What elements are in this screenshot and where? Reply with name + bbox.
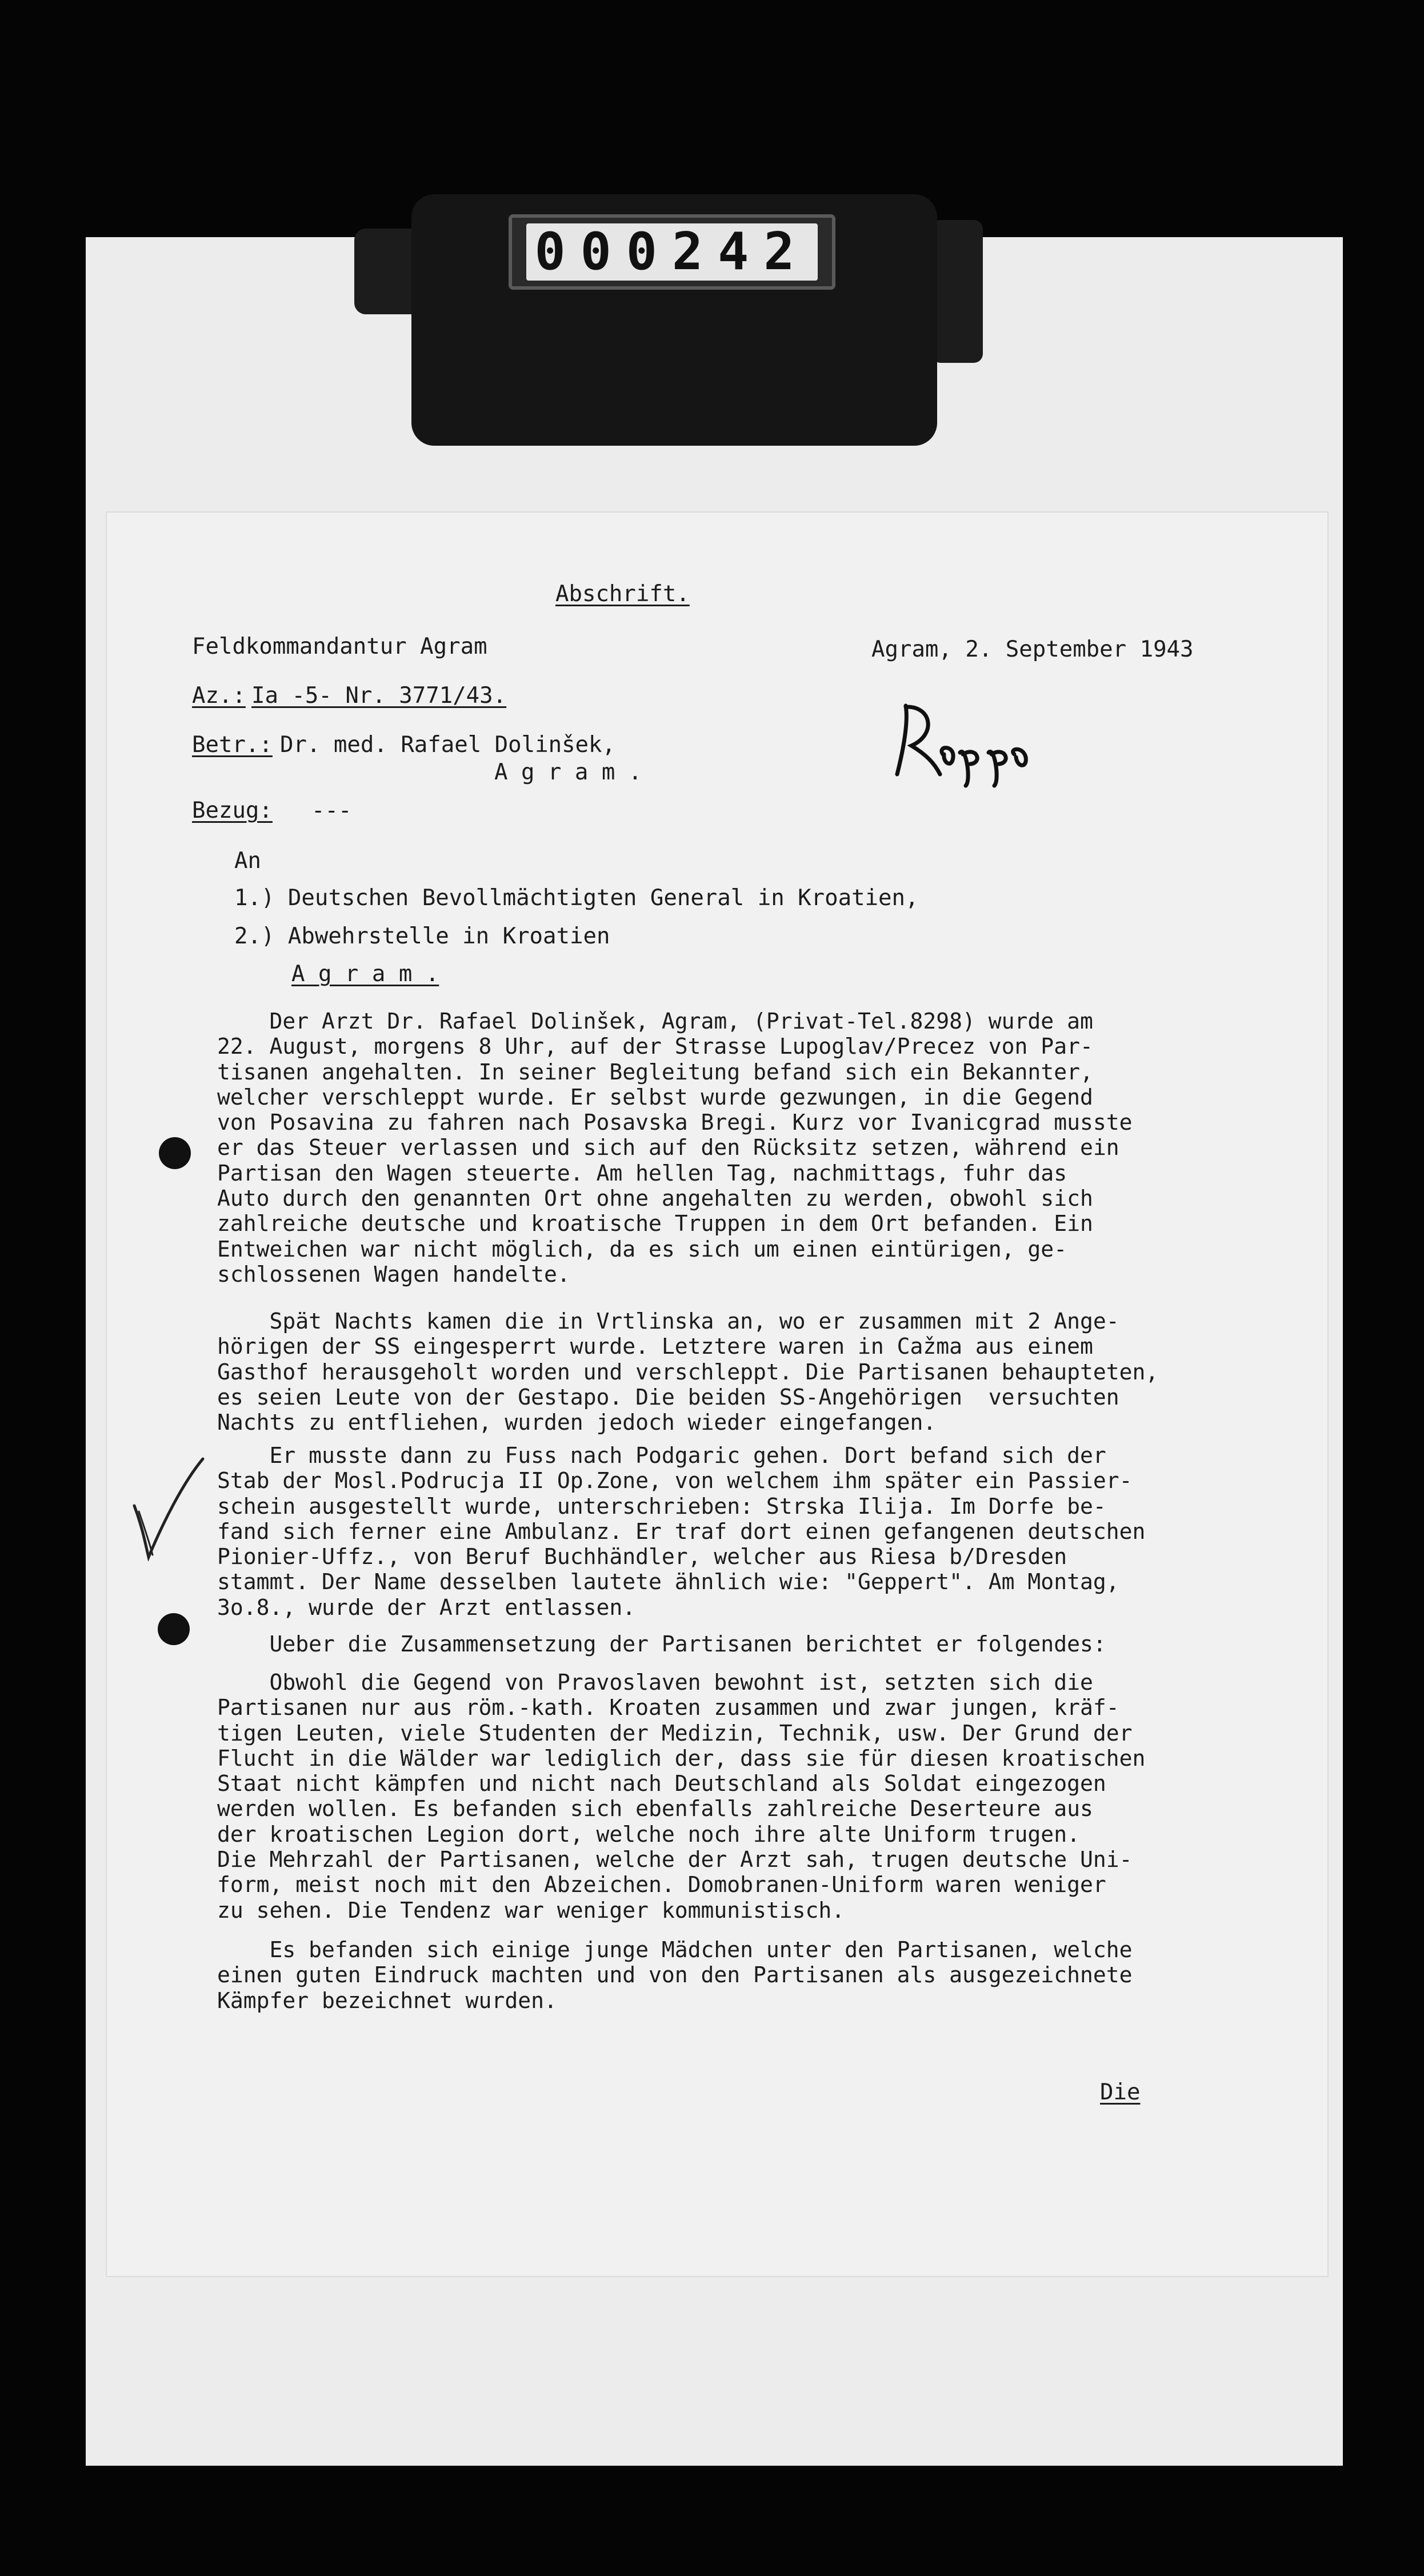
betr-city: A g r a m . (494, 759, 642, 785)
recipient-city: A g r a m . (291, 961, 439, 987)
bezug-label: Bezug: (192, 798, 273, 823)
punch-hole-top (159, 1137, 191, 1169)
paragraph-4: Ueber die Zusammensetzung der Partisanen berichtet er folgendes: (217, 1631, 1106, 1657)
az-label: Az.: (192, 683, 246, 709)
recipient-1: 1.) Deutschen Bevollmächtigten General in Kroatien, (234, 885, 919, 911)
recipient-2: 2.) Abwehrstelle in Kroatien (234, 923, 610, 949)
punch-hole-bottom (158, 1613, 190, 1645)
paragraph-5: Obwohl die Gegend von Pravoslaven bewohnt ist, setzten sich die Partisanen nur aus röm.-kath. Kroaten zusammen und zwar jungen, kräf- tigen Leuten, viele Studenten der Medizin, Technik, usw. Der Grund der Flucht in die Wälder war lediglich der, dass sie für diesen kroatischen Staat nicht kämpfen und nicht nach Deutschland als Soldat eingezogen werden wollen. Es befanden sich ebenfalls zahlreiche Deserteure aus der kroatischen Legion dort, welche noch ihre alte Uniform trugen. Die Mehrzahl der Partisanen, welche der Arzt sah, trugen deutsche Uni- form, meist noch mit den Abzeichen. Domobranen-Uniform waren weniger zu sehen. Die Tendenz war weniger kommunistisch. (217, 1670, 1146, 1923)
betr-label: Betr.: (192, 732, 273, 758)
betr-value: Dr. med. Rafael Dolinšek, (280, 732, 615, 758)
counter-window (509, 214, 835, 290)
az-value: Ia -5- Nr. 3771/43. (251, 683, 507, 709)
catchword: Die (1100, 2079, 1141, 2105)
handwritten-checkmark (129, 1454, 209, 1563)
bezug-value: --- (311, 798, 352, 823)
paragraph-1: Der Arzt Dr. Rafael Dolinšek, Agram, (Privat-Tel.8298) wurde am 22. August, morgens 8 Uhr, auf der Strasse Lupoglav/Precez von Par- tisanen angehalten. In seiner Begleitung befand sich ein Bekannter, welcher verschleppt wurde. Er selbst wurde gezwungen, in die Gegend von Posavina zu fahren nach Posavska Bregi. Kurz vor Ivanicgrad musste er das Steuer verlassen und sich auf den Rücksitz setzen, während ein Partisan den Wagen steuerte. Am hellen Tag, nachmittags, fuhr das Auto durch den genannten Ort ohne angehalten zu werden, obwohl sich zahlreiche deutsche und kroatische Truppen in dem Ort befanden. Ein Entweichen war nicht möglich, da es sich um einen eintürigen, ge- schlossenen Wagen handelte. (217, 1009, 1133, 1287)
paragraph-3: Er musste dann zu Fuss nach Podgaric gehen. Dort befand sich der Stab der Mosl.Podrucja II Op.Zone, von welchem ihm später ein Passier- schein ausgestellt wurde, unterschrieben: Strska Ilija. Im Dorfe be- fand sich ferner eine Ambulanz. Er traf dort einen gefangenen deutschen Pionier-Uffz., von Beruf Buchhändler, welcher aus Riesa b/Dresden stammt. Der Name desselben lautete ähnlich wie: "Geppert". Am Montag, 3o.8., wurde der Arzt entlassen. (217, 1443, 1146, 1620)
counter-value: 000242 (526, 223, 817, 281)
document-title: Abschrift. (555, 581, 690, 607)
sender: Feldkommandantur Agram (192, 634, 487, 659)
paragraph-2: Spät Nachts kamen die in Vrtlinska an, wo er zusammen mit 2 Ange- hörigen der SS eingesperrt wurde. Letztere waren in Cažma aus einem Gasthof herausgeholt worden und verschleppt. Die Partisanen behaupteten, es seien Leute von der Gestapo. Die beiden SS-Angehörigen versuchten Nachts zu entfliehen, wurden jedoch wieder eingefangen. (217, 1309, 1159, 1435)
place-date: Agram, 2. September 1943 (871, 637, 1194, 662)
an-label: An (234, 848, 261, 874)
handwritten-signature (880, 700, 1034, 791)
counter-knob-right (931, 220, 983, 363)
paragraph-6: Es befanden sich einige junge Mädchen unter den Partisanen, welche einen guten Eindruck machten und von den Partisanen als ausgezeichnete Kämpfer bezeichnet wurden. (217, 1937, 1133, 2013)
